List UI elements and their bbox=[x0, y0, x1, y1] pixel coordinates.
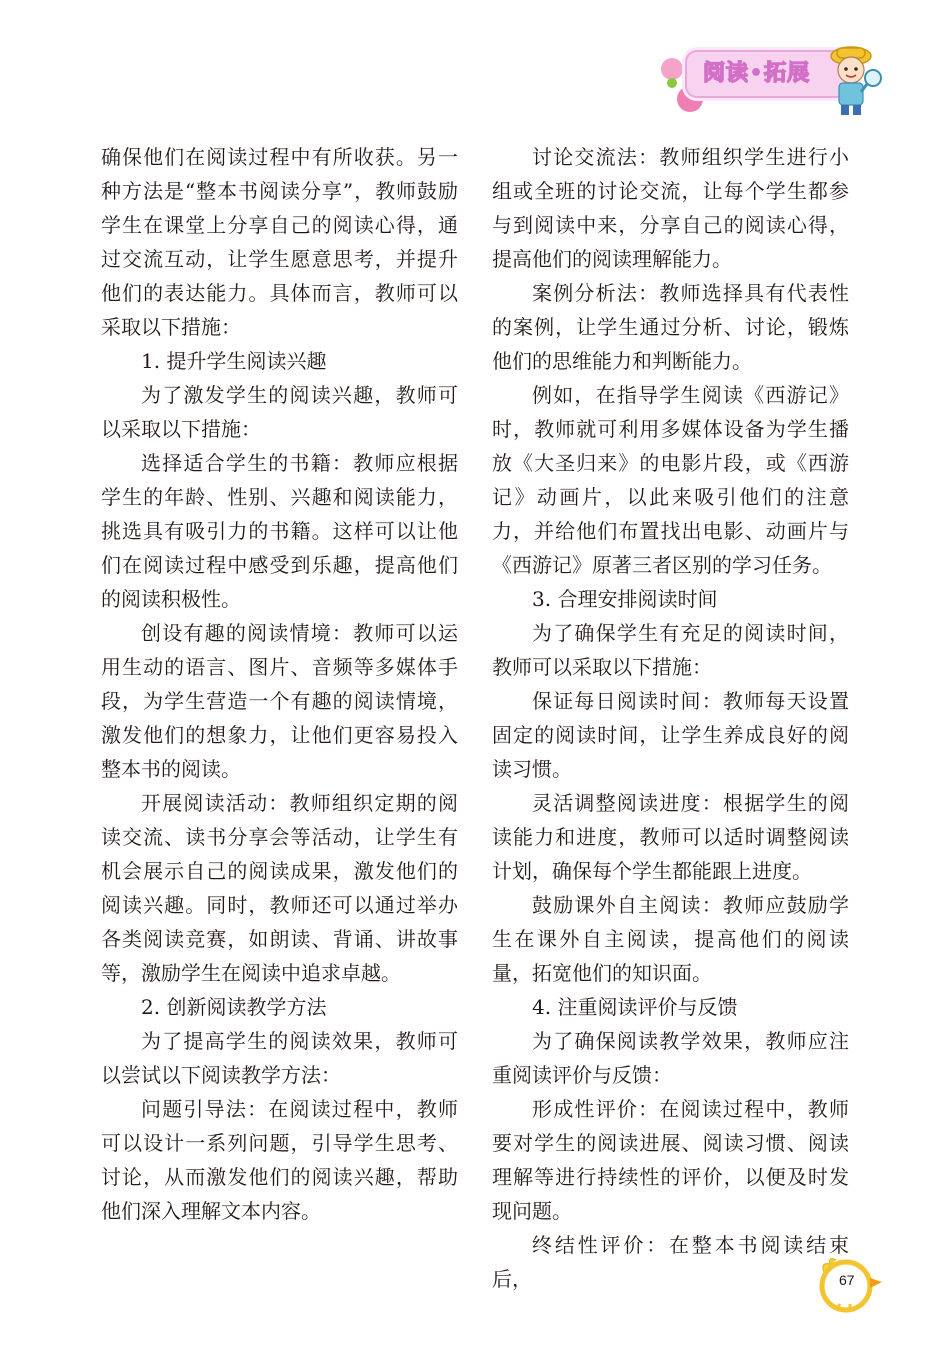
paragraph: 讨论交流法：教师组织学生进行小组或全班的讨论交流，让每个学生都参与到阅读中来，分享自己的阅读心得，提高他们的阅读理解能力。 bbox=[492, 145, 849, 271]
section-heading: 2. 创新阅读教学方法 bbox=[141, 995, 327, 1019]
paragraph: 终结性评价：在整本书阅读结束后， bbox=[492, 1233, 849, 1291]
section-heading: 1. 提升学生阅读兴趣 bbox=[141, 349, 327, 373]
paragraph: 为了提高学生的阅读效果，教师可以尝试以下阅读教学方法： bbox=[101, 1029, 458, 1087]
paragraph: 选择适合学生的书籍：教师应根据学生的年龄、性别、兴趣和阅读能力，挑选具有吸引力的书籍。这样可以让他们在阅读过程中感受到乐趣，提高他们的阅读积极性。 bbox=[101, 451, 458, 611]
paragraph: 开展阅读活动：教师组织定期的阅读交流、读书分享会等活动，让学生有机会展示自己的阅读成果，激发他们的阅读兴趣。同时，教师还可以通过举办各类阅读竞赛，如朗读、背诵、讲故事等，激励学生在阅读中追求卓越。 bbox=[101, 791, 458, 985]
page-number: 67 bbox=[839, 1272, 855, 1288]
paragraph: 确保他们在阅读过程中有所收获。另一种方法是“整本书阅读分享”，教师鼓励学生在课堂上分享自己的阅读心得，通过交流互动，让学生愿意思考，并提升他们的表达能力。具体而言，教师可以采取以下措施： bbox=[101, 145, 458, 339]
boy-with-magnifier-icon bbox=[825, 42, 885, 118]
badge-dot: • bbox=[749, 61, 765, 86]
badge-title-right: 拓展 bbox=[764, 61, 811, 86]
paragraph: 创设有趣的阅读情境：教师可以运用生动的语言、图片、音频等多媒体手段，为学生营造一个有趣的阅读情境，激发他们的想象力，让他们更容易投入整本书的阅读。 bbox=[101, 621, 458, 781]
flower-icon bbox=[661, 58, 683, 80]
section-heading: 3. 合理安排阅读时间 bbox=[532, 587, 718, 611]
paragraph: 鼓励课外自主阅读：教师应鼓励学生在课外自主阅读，提高他们的阅读量，拓宽他们的知识面。 bbox=[492, 893, 849, 985]
paragraph: 灵活调整阅读进度：根据学生的阅读能力和进度，教师可以适时调整阅读计划，确保每个学生都能跟上进度。 bbox=[492, 791, 849, 883]
right-column bbox=[492, 140, 849, 1296]
paragraph: 问题引导法：在阅读过程中，教师可以设计一系列问题，引导学生思考、讨论，从而激发他们的阅读兴趣，帮助他们深入理解文本内容。 bbox=[101, 1097, 458, 1223]
badge-title-left: 阅读 bbox=[703, 61, 750, 86]
paragraph: 案例分析法：教师选择具有代表性的案例，让学生通过分析、讨论，锻炼他们的思维能力和判断能力。 bbox=[492, 281, 849, 373]
flower-icon bbox=[667, 78, 677, 88]
paragraph: 为了确保阅读教学效果，教师应注重阅读评价与反馈： bbox=[492, 1029, 849, 1087]
page-number-badge bbox=[816, 1252, 884, 1314]
section-heading: 4. 注重阅读评价与反馈 bbox=[532, 995, 738, 1019]
paragraph: 例如，在指导学生阅读《西游记》时，教师就可利用多媒体设备为学生播放《大圣归来》的电影片段，或《西游记》动画片，以此来吸引他们的注意力，并给他们布置找出电影、动画片与《西游记》原著三者区别的学习任务。 bbox=[492, 383, 849, 577]
badge-title bbox=[703, 56, 810, 87]
paragraph: 形成性评价：在阅读过程中，教师要对学生的阅读进展、阅读习惯、阅读理解等进行持续性的评价，以便及时发现问题。 bbox=[492, 1097, 849, 1223]
paragraph: 为了确保学生有充足的阅读时间，教师可以采取以下措施： bbox=[492, 621, 849, 679]
paragraph: 保证每日阅读时间：教师每天设置固定的阅读时间，让学生养成良好的阅读习惯。 bbox=[492, 689, 849, 781]
left-column bbox=[101, 140, 458, 1228]
section-badge bbox=[655, 38, 885, 118]
paragraph: 为了激发学生的阅读兴趣，教师可以采取以下措施： bbox=[101, 383, 458, 441]
